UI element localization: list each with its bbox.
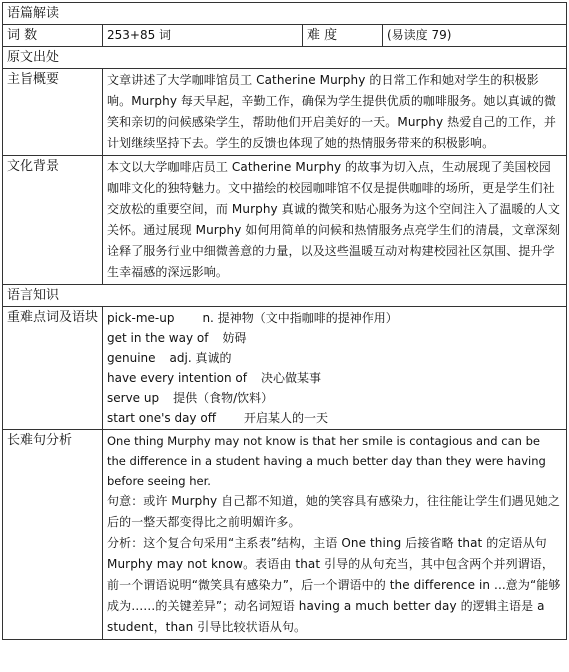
vocab-item (107, 388, 562, 408)
vocab-label: 重难点词及语块 (3, 307, 103, 430)
vocab-list (103, 307, 567, 430)
row-sentence (3, 430, 567, 640)
language-heading: 语言知识 (3, 285, 567, 307)
analysis-table (2, 2, 567, 640)
sentence-analysis-cell (103, 430, 567, 640)
reading-analysis-sheet (2, 2, 566, 640)
row-language (3, 285, 567, 307)
vocab-zh: adj. 真诚的 (169, 351, 232, 365)
row-culture (3, 156, 567, 285)
sentence-english: One thing Murphy may not know is that her smile is contagious and can be the difference in a student having a much better day than they were having before seeing her. (107, 434, 546, 488)
vocab-zh: 开启某人的一天 (243, 411, 328, 425)
sentence-analysis: 分析：这个复合句采用“主系表”结构，主语 One thing 后接省略 that 的定语从句 Murphy may not know。表语由 that 引导的从句充当，其中包含两个并列谓语，前一个谓语说明“微笑具有感染力”，后一个谓语中的 the difference in ...意为“能够成为……的关键差异”；动名词短语 having a much better day 的逻辑主语是 a student，than 引导比较状语从句。 (107, 536, 561, 634)
main-idea-label: 主旨概要 (3, 69, 103, 156)
vocab-en: have every intention of (107, 371, 247, 385)
row-main-idea (3, 69, 567, 156)
vocab-item (107, 328, 562, 348)
vocab-item (107, 368, 562, 388)
difficulty-value: (易读度 79) (383, 25, 567, 47)
word-count-value: 253+85 词 (103, 25, 303, 47)
vocab-en: genuine (107, 351, 156, 365)
vocab-zh: n. 提神物（文中指咖啡的提神作用） (202, 311, 398, 325)
vocab-zh: 提供（食物/饮料） (173, 391, 274, 405)
row-word-count (3, 25, 567, 47)
vocab-en: pick-me-up (107, 311, 175, 325)
vocab-zh: 妨碍 (222, 331, 247, 345)
row-section-reading (3, 3, 567, 25)
difficulty-label: 难 度 (303, 25, 383, 47)
sentence-label: 长难句分析 (3, 430, 103, 640)
vocab-en: start one's day off (107, 411, 216, 425)
row-source (3, 47, 567, 69)
main-idea-text: 文章讲述了大学咖啡馆员工 Catherine Murphy 的日常工作和她对学生的积极影响。Murphy 每天早起，辛勤工作，确保为学生提供优质的咖啡服务。她以真诚的微笑和亲切的问候感染学生，帮助他们开启美好的一天。Murphy 热爱自己的工作，并计划继续坚持下去。学生的反馈也体现了她的热情服务带来的积极影响。 (103, 69, 567, 156)
vocab-item (107, 408, 562, 428)
source-heading: 原文出处 (3, 47, 567, 69)
sentence-meaning: 句意：或许 Murphy 自己都不知道，她的笑容具有感染力，往往能让学生们遇见她之后的一整天都变得比之前明媚许多。 (107, 494, 560, 529)
section-reading-heading: 语篇解读 (3, 3, 567, 25)
vocab-en: get in the way of (107, 331, 209, 345)
vocab-en: serve up (107, 391, 160, 405)
vocab-item (107, 308, 562, 328)
row-vocab (3, 307, 567, 430)
word-count-label: 词 数 (3, 25, 103, 47)
culture-text: 本文以大学咖啡店员工 Catherine Murphy 的故事为切入点，生动展现了美国校园咖啡文化的独特魅力。文中描绘的校园咖啡馆不仅是提供咖啡的场所，更是学生们社交放松的重要空间，而 Murphy 真诚的微笑和贴心服务为这个空间注入了温暖的人文关怀。通过展现 Murphy 如何用简单的问候和热情服务点亮学生们的清晨，文章深刻诠释了服务行业中细微善意的力量，以及这些温暖互动对构建校园社区氛围、提升学生幸福感的深远影响。 (103, 156, 567, 285)
culture-label: 文化背景 (3, 156, 103, 285)
vocab-item (107, 348, 562, 368)
vocab-zh: 决心做某事 (260, 371, 321, 385)
